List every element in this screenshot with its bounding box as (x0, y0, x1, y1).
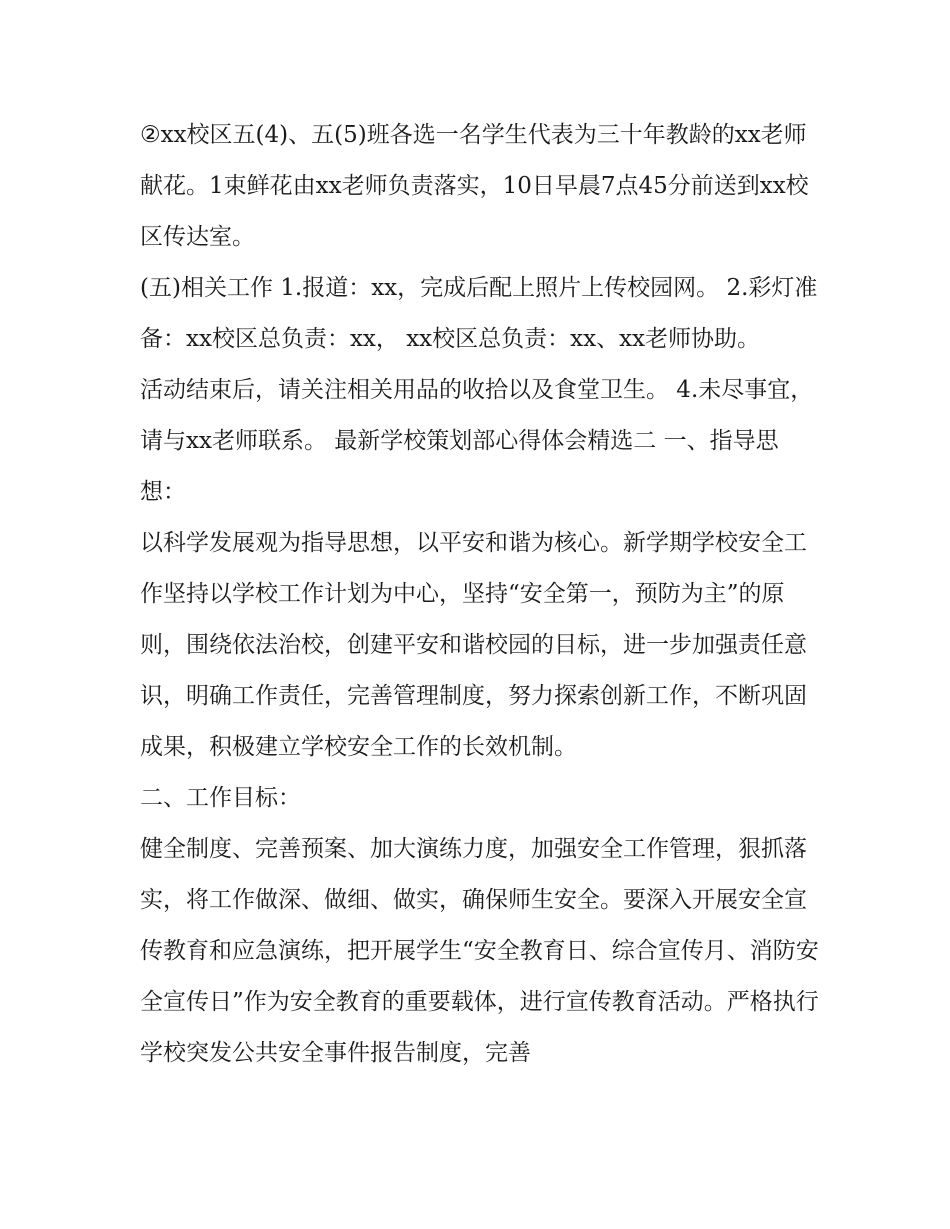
paragraph-work-goals: 健全制度、完善预案、加大演练力度，加强安全工作管理，狠抓落实，将工作做深、做细、做实，确保师生安全。要深入开展安全宣传教育和应急演练，把开展学生“安全教育日、综合宣传月、消防安全宣传日”作为安全教育的重要载体，进行宣传教育活动。严格执行学校突发公共安全事件报告制度，完善 (140, 836, 819, 1066)
document-body (140, 110, 820, 1079)
paragraph-guiding-ideology: 以科学发展观为指导思想，以平安和谐为核心。新学期学校安全工作坚持以学校工作计划为中心，坚持“安全第一，预防为主”的原则，围绕依法治校，创建平安和谐校园的目标，进一步加强责任意识，明确工作责任，完善管理制度，努力探索创新工作，不断巩固成果，积极建立学校安全工作的长效机制。 (140, 530, 807, 760)
paragraph-related-work: (五)相关工作 1.报道：xx，完成后配上照片上传校园网。 2.彩灯准备：xx校区总负责：xx， xx校区总负责：xx、xx老师协助。 (140, 275, 818, 352)
paragraph-closing-notes: 活动结束后，请关注相关用品的收拾以及食堂卫生。 4.未尽事宜，请与xx老师联系。 最新学校策划部心得体会精选二 一、指导思想： (140, 377, 814, 505)
paragraph-flowers: ②xx校区五(4)、五(5)班各选一名学生代表为三十年教龄的xx老师献花。1束鲜花由xx老师负责落实，10日早晨7点45分前送到xx校区传达室。 (140, 122, 809, 250)
section-heading-work-goals: 二、工作目标： (140, 785, 301, 811)
